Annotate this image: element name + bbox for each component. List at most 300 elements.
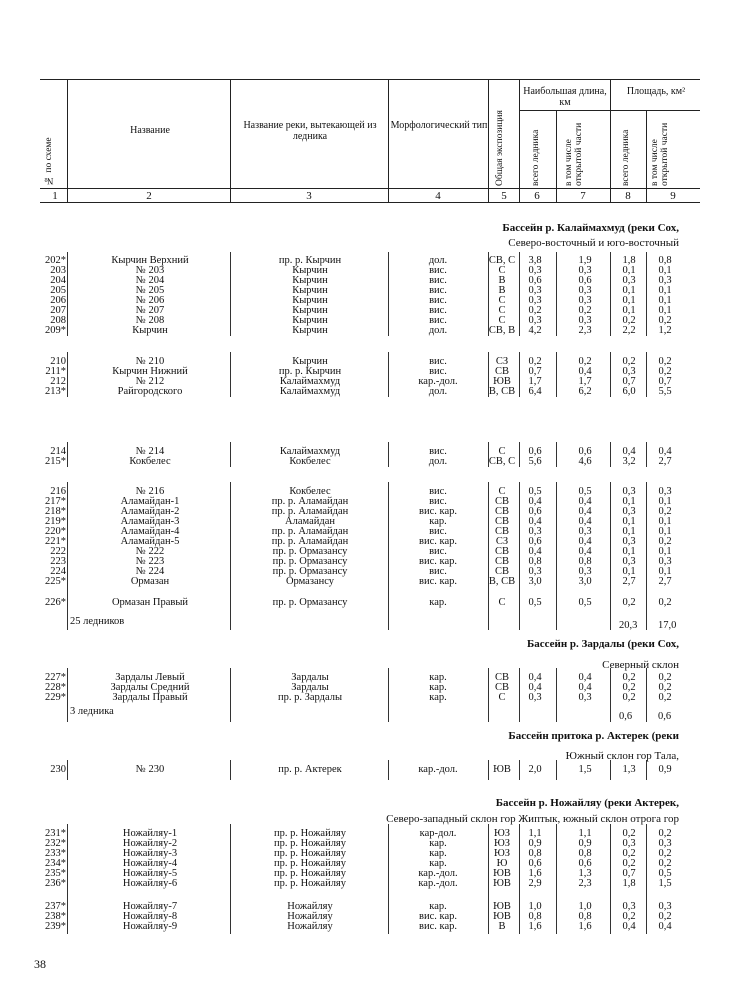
cell-area-total: 0,3 (622, 275, 636, 286)
cell-type: вис. кар. (419, 911, 457, 922)
cell-area-total: 6,0 (622, 386, 636, 397)
cell-river: пр. р. Ножайляу (273, 828, 347, 839)
col-divider (67, 79, 68, 202)
cell-area-open: 0,1 (658, 295, 672, 306)
cell-name: № 208 (135, 315, 165, 326)
cell-length-total: 0,4 (528, 516, 542, 527)
cell-name: Ножайляу-7 (122, 901, 178, 912)
cell-exposure: С (498, 692, 506, 703)
cell-type: вис. (429, 446, 447, 457)
cell-length-open: 0,4 (578, 682, 592, 693)
cell-length-total: 0,3 (528, 526, 542, 537)
section-total-area: 0,6 (619, 711, 633, 722)
cell-river: пр. р. Кырчин (278, 366, 342, 377)
column-tick (556, 610, 557, 630)
cell-exposure: ЮВ (493, 901, 511, 912)
cell-area-total: 0,2 (622, 672, 636, 683)
cell-exposure: С (498, 295, 506, 306)
cell-area-total: 0,7 (622, 376, 636, 387)
cell-name: Зардалы Левый (115, 672, 185, 683)
cell-exposure: С (498, 305, 506, 316)
cell-name: Райгородского (117, 386, 183, 397)
col-number: 7 (580, 190, 586, 202)
cell-type: вис. (429, 356, 447, 367)
cell-length-total: 0,2 (528, 356, 542, 367)
cell-area-open: 0,3 (658, 486, 672, 497)
cell-area-total: 0,3 (622, 486, 636, 497)
cell-name: № 205 (135, 285, 165, 296)
cell-river: Ножайляу (287, 921, 333, 932)
page-number: 38 (34, 957, 46, 971)
cell-exposure: С (498, 486, 506, 497)
cell-river: Кокбелес (289, 486, 331, 497)
cell-area-open: 0,1 (658, 516, 672, 527)
cell-number: 226* (45, 597, 66, 608)
cell-area-open: 2,7 (658, 576, 672, 587)
cell-area-open: 0,2 (658, 858, 672, 869)
cell-river: Калаймахмуд (279, 376, 341, 387)
column-tick (519, 610, 520, 630)
cell-type: дол. (428, 255, 448, 266)
table-row (0, 357, 729, 367)
cell-exposure: ЮЗ (493, 828, 511, 839)
table-row (0, 517, 729, 527)
cell-length-total: 2,0 (528, 764, 542, 775)
col-number: 2 (146, 190, 152, 202)
cell-length-open: 2,3 (578, 878, 592, 889)
cell-type: кар. (429, 692, 447, 703)
cell-type: кар. (429, 516, 447, 527)
cell-area-total: 0,1 (622, 526, 636, 537)
number-row-rule (40, 202, 700, 203)
cell-area-total: 3,2 (622, 456, 636, 467)
cell-length-open: 0,4 (578, 546, 592, 557)
col-number: 4 (435, 190, 441, 202)
cell-area-open: 0,7 (658, 376, 672, 387)
cell-number: 236* (45, 878, 66, 889)
cell-name: № 206 (135, 295, 165, 306)
cell-length-open: 1,9 (578, 255, 592, 266)
cell-name: Аламайдан-4 (120, 526, 180, 537)
table-row (0, 765, 729, 775)
cell-length-open: 1,3 (578, 868, 592, 879)
cell-river: пр. р. Актерек (278, 764, 342, 775)
cell-type: вис. (429, 305, 447, 316)
cell-exposure: С (498, 446, 506, 457)
cell-exposure: В, СВ (488, 386, 516, 397)
header-col6: всего ледника (531, 129, 541, 186)
col-number: 9 (670, 190, 676, 202)
cell-name: № 222 (135, 546, 165, 557)
cell-area-open: 0,2 (658, 682, 672, 693)
cell-area-open: 0,2 (658, 911, 672, 922)
cell-name: Ножайляу-2 (122, 838, 178, 849)
cell-area-open: 0,2 (658, 848, 672, 859)
cell-exposure: С (498, 265, 506, 276)
cell-area-open: 0,2 (658, 315, 672, 326)
cell-exposure: СВ (494, 682, 509, 693)
cell-area-total: 0,1 (622, 285, 636, 296)
table-row (0, 377, 729, 387)
cell-type: вис. кар. (419, 556, 457, 567)
cell-length-total: 0,8 (528, 911, 542, 922)
cell-exposure: ЮЗ (493, 848, 511, 859)
table-row (0, 693, 729, 703)
cell-length-open: 0,4 (578, 516, 592, 527)
cell-river: пр. р. Ормазансу (272, 556, 348, 567)
table-row (0, 879, 729, 889)
cell-length-total: 1,6 (528, 921, 542, 932)
table-row (0, 829, 729, 839)
cell-length-open: 0,8 (578, 848, 592, 859)
cell-length-open: 0,3 (578, 285, 592, 296)
cell-name: Аламайдан-3 (120, 516, 180, 527)
cell-length-open: 6,2 (578, 386, 592, 397)
cell-river: пр. р. Ножайляу (273, 848, 347, 859)
cell-number: 207 (50, 305, 66, 316)
cell-length-open: 0,5 (578, 597, 592, 608)
cell-length-total: 1,6 (528, 868, 542, 879)
cell-name: Ножайляу-6 (122, 878, 178, 889)
cell-name: Ножайляу-5 (122, 868, 178, 879)
cell-length-total: 0,6 (528, 858, 542, 869)
cell-length-open: 2,3 (578, 325, 592, 336)
cell-name: Зардалы Правый (112, 692, 188, 703)
cell-number: 205 (50, 285, 66, 296)
cell-area-open: 0,2 (658, 692, 672, 703)
cell-type: вис. (429, 265, 447, 276)
cell-number: 234* (45, 858, 66, 869)
cell-length-total: 0,3 (528, 295, 542, 306)
cell-length-open: 0,6 (578, 275, 592, 286)
cell-area-total: 0,3 (622, 556, 636, 567)
cell-name: № 210 (135, 356, 165, 367)
table-row (0, 367, 729, 377)
header-group-area: Площадь, км² (626, 86, 686, 97)
cell-type: вис. (429, 285, 447, 296)
cell-name: № 223 (135, 556, 165, 567)
cell-number: 231* (45, 828, 66, 839)
cell-length-open: 0,8 (578, 556, 592, 567)
cell-type: вис. (429, 566, 447, 577)
cell-name: Кырчин Верхний (111, 255, 189, 266)
cell-length-total: 0,3 (528, 315, 542, 326)
header-col9: в том числе открытой части (650, 122, 670, 186)
cell-area-total: 0,1 (622, 305, 636, 316)
cell-length-total: 3,0 (528, 576, 542, 587)
cell-type: кар-дол. (419, 828, 457, 839)
cell-length-total: 1,0 (528, 901, 542, 912)
cell-river: пр. р. Аламайдан (271, 536, 349, 547)
table-row (0, 316, 729, 326)
cell-number: 218* (45, 506, 66, 517)
cell-river: пр. р. Ормазансу (272, 566, 348, 577)
cell-name: № 224 (135, 566, 165, 577)
col-divider (519, 79, 520, 202)
cell-length-total: 0,3 (528, 265, 542, 276)
cell-area-total: 1,8 (622, 255, 636, 266)
cell-number: 238* (45, 911, 66, 922)
cell-number: 204 (50, 275, 66, 286)
table-row (0, 683, 729, 693)
cell-exposure: ЮВ (493, 911, 511, 922)
table-row (0, 849, 729, 859)
cell-length-total: 0,4 (528, 682, 542, 693)
cell-length-open: 1,6 (578, 921, 592, 932)
cell-type: кар. (429, 597, 447, 608)
cell-type: кар. (429, 858, 447, 869)
cell-area-open: 0,2 (658, 506, 672, 517)
cell-length-open: 3,0 (578, 576, 592, 587)
cell-river: Кокбелес (289, 456, 331, 467)
cell-length-open: 0,6 (578, 446, 592, 457)
cell-type: вис. (429, 486, 447, 497)
cell-exposure: СВ (494, 516, 509, 527)
cell-name: № 214 (135, 446, 165, 457)
cell-length-total: 0,8 (528, 848, 542, 859)
section-title: Бассейн р. Зардалы (реки Сох, (526, 638, 679, 650)
cell-area-total: 0,4 (622, 446, 636, 457)
cell-number: 223 (50, 556, 66, 567)
cell-number: 239* (45, 921, 66, 932)
header-col8: всего ледника (621, 129, 631, 186)
cell-number: 213* (45, 386, 66, 397)
cell-river: Кырчин (292, 285, 328, 296)
cell-name: Ножайляу-9 (122, 921, 178, 932)
cell-number: 235* (45, 868, 66, 879)
table-row (0, 276, 729, 286)
cell-area-open: 1,5 (658, 878, 672, 889)
section-slope: Южный склон гор Тала, (565, 750, 679, 762)
table-row (0, 457, 729, 467)
cell-area-open: 1,2 (658, 325, 672, 336)
column-tick (230, 610, 231, 630)
cell-type: вис. (429, 526, 447, 537)
cell-area-total: 0,3 (622, 366, 636, 377)
cell-length-open: 4,6 (578, 456, 592, 467)
cell-exposure: ЮВ (493, 376, 511, 387)
cell-number: 208 (50, 315, 66, 326)
cell-length-open: 0,4 (578, 496, 592, 507)
cell-number: 224 (50, 566, 66, 577)
cell-name: № 203 (135, 265, 165, 276)
column-tick (488, 610, 489, 630)
section-total-open: 17,0 (658, 620, 677, 631)
table-row (0, 326, 729, 336)
cell-type: вис. (429, 546, 447, 557)
cell-river: Кырчин (292, 305, 328, 316)
cell-exposure: С (498, 597, 506, 608)
cell-area-open: 0,2 (658, 597, 672, 608)
cell-length-open: 1,7 (578, 376, 592, 387)
table-row (0, 839, 729, 849)
cell-area-total: 0,7 (622, 868, 636, 879)
cell-length-total: 0,2 (528, 305, 542, 316)
cell-river: пр. р. Ножайляу (273, 858, 347, 869)
cell-number: 225* (45, 576, 66, 587)
cell-length-total: 2,9 (528, 878, 542, 889)
cell-area-total: 0,2 (622, 356, 636, 367)
section-slope: Северо-восточный и юго-восточный (508, 237, 679, 249)
table-row (0, 922, 729, 932)
cell-area-total: 0,2 (622, 597, 636, 608)
cell-length-total: 0,3 (528, 285, 542, 296)
cell-length-open: 0,2 (578, 356, 592, 367)
cell-name: № 207 (135, 305, 165, 316)
table-row (0, 673, 729, 683)
table-row (0, 497, 729, 507)
cell-number: 222 (50, 546, 66, 557)
table-row (0, 902, 729, 912)
cell-area-total: 0,1 (622, 546, 636, 557)
cell-length-open: 0,8 (578, 911, 592, 922)
cell-area-open: 0,4 (658, 446, 672, 457)
cell-type: кар.-дол. (418, 878, 458, 889)
header-col2: Название (130, 125, 170, 136)
cell-name: Ножайляу-4 (122, 858, 178, 869)
column-tick (646, 610, 647, 630)
cell-length-open: 0,3 (578, 566, 592, 577)
cell-number: 237* (45, 901, 66, 912)
cell-length-total: 1,7 (528, 376, 542, 387)
cell-number: 212 (50, 376, 66, 387)
header-bottom-rule (40, 188, 700, 189)
table-row (0, 487, 729, 497)
header-group-length: Наибольшая длина, км (523, 86, 607, 108)
cell-type: вис. (429, 496, 447, 507)
cell-length-total: 0,3 (528, 692, 542, 703)
cell-length-total: 0,4 (528, 672, 542, 683)
table-row (0, 537, 729, 547)
cell-river: Ножайляу (287, 911, 333, 922)
column-tick (67, 610, 68, 630)
cell-name: Кырчин Нижний (112, 366, 188, 377)
cell-length-open: 0,2 (578, 305, 592, 316)
cell-type: вис. кар. (419, 506, 457, 517)
cell-type: вис. (429, 295, 447, 306)
cell-exposure: СВ (494, 566, 509, 577)
cell-river: Зардалы (291, 682, 329, 693)
cell-area-total: 0,1 (622, 496, 636, 507)
cell-exposure: СВ (494, 556, 509, 567)
col-divider (488, 79, 489, 202)
cell-river: пр. р. Кырчин (278, 255, 342, 266)
cell-name: Кокбелес (129, 456, 171, 467)
cell-number: 216 (50, 486, 66, 497)
cell-name: Ормазан Правый (111, 597, 189, 608)
cell-river: пр. р. Ножайляу (273, 868, 347, 879)
cell-name: № 212 (135, 376, 165, 387)
cell-type: кар.-дол. (418, 376, 458, 387)
cell-area-open: 0,3 (658, 556, 672, 567)
cell-exposure: СВ (494, 672, 509, 683)
cell-river: пр. р. Зардалы (277, 692, 343, 703)
header-col4: Морфологический тип (390, 120, 488, 131)
section-total-area: 20,3 (619, 620, 638, 631)
cell-area-total: 0,3 (622, 838, 636, 849)
cell-exposure: В (498, 921, 506, 932)
cell-number: 233* (45, 848, 66, 859)
header-col1: № по схеме (44, 137, 54, 185)
cell-area-total: 0,2 (622, 858, 636, 869)
cell-length-open: 0,3 (578, 692, 592, 703)
cell-number: 229* (45, 692, 66, 703)
cell-area-open: 0,2 (658, 536, 672, 547)
cell-river: Ормазансу (285, 576, 335, 587)
section-title: Бассейн притока р. Актерек (реки (508, 730, 679, 742)
column-tick (388, 610, 389, 630)
cell-area-open: 0,1 (658, 305, 672, 316)
cell-river: пр. р. Ножайляу (273, 838, 347, 849)
cell-length-total: 0,5 (528, 597, 542, 608)
cell-exposure: ЮВ (493, 868, 511, 879)
cell-type: вис. кар. (419, 576, 457, 587)
cell-name: Аламайдан-5 (120, 536, 180, 547)
cell-river: Кырчин (292, 295, 328, 306)
section-title: Бассейн р. Ножайляу (реки Актерек, (495, 797, 679, 809)
cell-area-total: 0,2 (622, 682, 636, 693)
table-row (0, 527, 729, 537)
cell-river: пр. р. Аламайдан (271, 506, 349, 517)
cell-length-total: 3,8 (528, 255, 542, 266)
cell-area-total: 0,4 (622, 921, 636, 932)
cell-type: вис. кар. (419, 536, 457, 547)
cell-area-total: 0,2 (622, 848, 636, 859)
table-row (0, 912, 729, 922)
table-row (0, 296, 729, 306)
table-row (0, 447, 729, 457)
cell-river: Ножайляу (287, 901, 333, 912)
cell-name: Аламайдан-2 (120, 506, 180, 517)
cell-type: вис. (429, 315, 447, 326)
cell-name: Аламайдан-1 (120, 496, 180, 507)
cell-length-total: 5,6 (528, 456, 542, 467)
cell-area-total: 0,2 (622, 911, 636, 922)
cell-number: 210 (50, 356, 66, 367)
cell-number: 220* (45, 526, 66, 537)
section-total-open: 0,6 (658, 711, 672, 722)
cell-exposure: СВ (494, 506, 509, 517)
cell-length-total: 0,9 (528, 838, 542, 849)
cell-length-total: 0,6 (528, 446, 542, 457)
cell-area-open: 0,1 (658, 496, 672, 507)
cell-length-total: 0,5 (528, 486, 542, 497)
cell-number: 211* (45, 366, 66, 377)
cell-area-total: 0,2 (622, 315, 636, 326)
cell-area-open: 0,1 (658, 566, 672, 577)
cell-type: кар. (429, 838, 447, 849)
cell-number: 203 (50, 265, 66, 276)
table-row (0, 306, 729, 316)
cell-type: вис. (429, 275, 447, 286)
cell-area-open: 0,1 (658, 546, 672, 557)
cell-area-total: 1,3 (622, 764, 636, 775)
table-row (0, 869, 729, 879)
cell-area-total: 0,1 (622, 566, 636, 577)
cell-area-total: 2,7 (622, 576, 636, 587)
cell-area-open: 0,5 (658, 868, 672, 879)
cell-exposure: СЗ (495, 536, 509, 547)
cell-area-total: 0,2 (622, 692, 636, 703)
cell-exposure: В, СВ (488, 576, 516, 587)
cell-river: пр. р. Ормазансу (272, 597, 348, 608)
cell-name: Ножайляу-3 (122, 848, 178, 859)
cell-area-open: 0,9 (658, 764, 672, 775)
header-col7: в том числе открытой части (564, 122, 584, 186)
cell-area-open: 0,2 (658, 672, 672, 683)
cell-area-total: 1,8 (622, 878, 636, 889)
cell-number: 202* (45, 255, 66, 266)
